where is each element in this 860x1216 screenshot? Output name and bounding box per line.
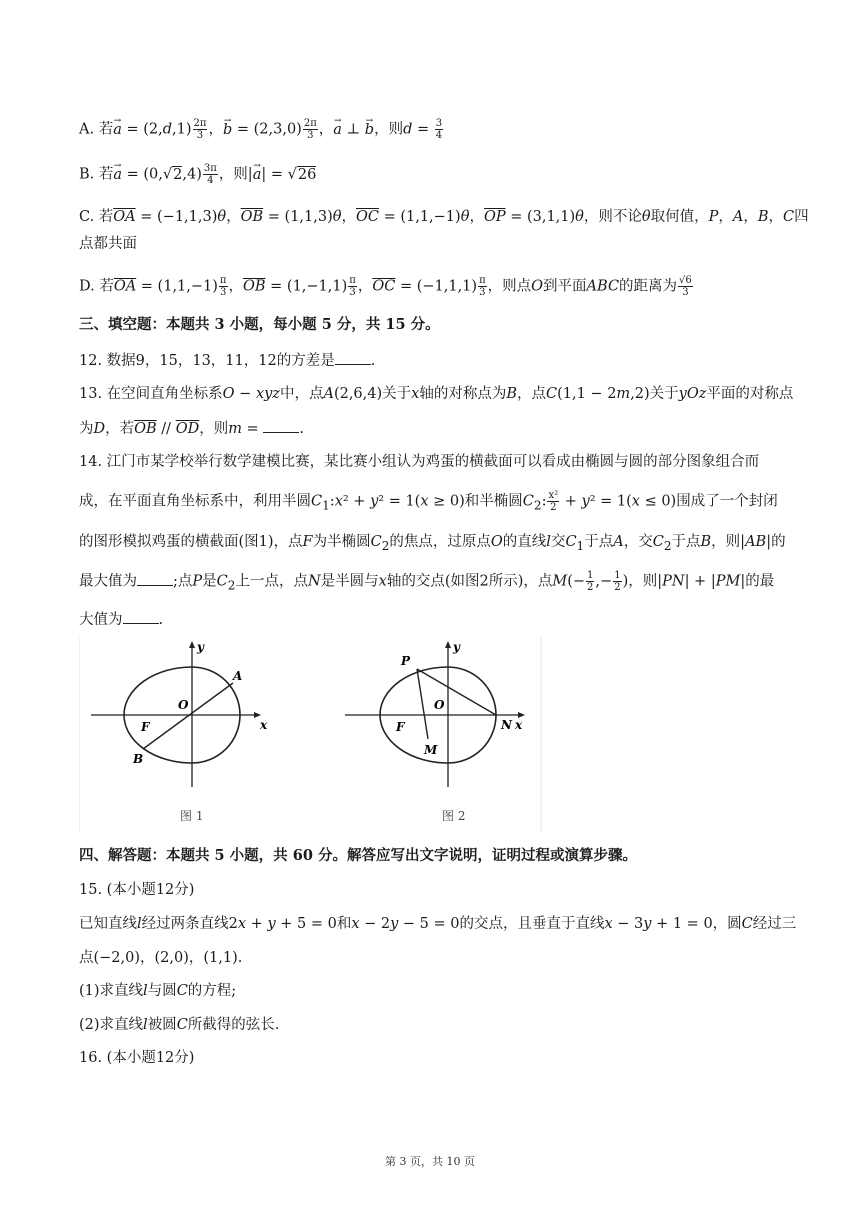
question-14-line5: 大值为 . [79,609,163,630]
fig2-label-o: O [434,698,445,712]
question-14-line1: 14. 江门市某学校举行数学建模比赛，某比赛小组认为鸡蛋的横截面可以看成由椭圆与圆的部分图象组合而 [79,454,760,470]
option-c-line2: 点都共面 [79,236,137,252]
option-a: A. 若→ a = (2,d,1) $\frac{2\pi}{3}$ ，→ b = (2,3,0) $\frac{2\pi}{3}$ ，→ a ⊥ → b，则d = $\frac{3}{4}$ [79,118,444,141]
fig1-caption: 图 1 [180,809,204,823]
question-12: 12. 数据9，15，13，11，12的方差是 . [79,350,375,371]
question-15-line1: 已知直线l经过两条直线2x + y + 5 = 0和x − 2y − 5 = 0的交点，且垂直于直线x − 3y + 1 = 0，圆C经过三 [79,916,797,932]
question-15-line2: 点(−2,0)，(2,0)，(1,1). [79,950,243,966]
fig1-label-f: F [141,720,150,734]
figure-1 [91,640,268,823]
fig2-label-n: N [501,718,512,732]
question-14-line4: 最大值为 ;点P是$C_2$上一点，点N是半圆与x轴的交点(如图2所示)，点M(− $\frac{1}{2}$ ,− $\frac{1}{2}$ )，则|PN| + |PM|的最 [79,570,775,593]
section-4-heading: 四、解答题：本题共 5 小题，共 60 分。解答应写出文字说明，证明过程或演算步骤。 [79,847,637,864]
question-13-line2: 为D，若$\overline{OB} // \overline{OD}$，则m = . [79,418,304,439]
fig2-label-x: x [515,718,523,732]
question-16-title: 16. (本小题12分) [79,1050,195,1066]
question-14-line3: 的图形模拟鸡蛋的横截面(图1)，点F为半椭圆$C_2$的焦点，过原点O的直线l交$C_1$于点A，交$C_2$于点B，则|AB|的 [79,534,786,553]
question-15-title: 15. (本小题12分) [79,882,195,898]
figure-2 [345,640,525,823]
question-14-line2: 成，在平面直角坐标系中，利用半圆$C_1:x^2 + y^2 = 1(x \ge 0)$和半椭圆$C_2$: $\frac{\text{x²}}{2}$ + y² = 1(x ≤ 0)围成了一个封闭 [79,490,778,513]
fig2-y-arrow-icon [445,641,451,648]
fig2-caption: 图 2 [442,809,466,823]
fig2-label-p: P [401,654,411,668]
fig2-label-f: F [396,720,405,734]
fig1-y-arrow-icon [189,641,195,648]
figure-panel [79,637,544,832]
fig1-label-o: O [178,698,189,712]
fig1-label-x: x [260,718,268,732]
question-15-part1: (1)求直线l与圆C的方程; [79,983,237,999]
page-footer: 第 3 页，共 10 页 [385,1155,475,1168]
fig1-label-y: y [197,640,204,654]
option-c-line1: C. 若$\overline{OA} = (-1,1,3)\theta$，$\overline{OB} = (1,1,3)\theta$，$\overline{OC} = (1,1,-1)\theta$，$\overline{OP} = (3,1,1)\theta$，则不论θ取何值，P，A，B，C四 [79,209,809,225]
fig2-label-y: y [453,640,460,654]
section-3-heading: 三、填空题：本题共 3 小题，每小题 5 分，共 15 分。 [79,316,440,333]
fig2-line-pm [417,669,428,739]
fig2-line-pn [417,669,496,715]
fig1-line-ab [143,683,233,749]
fig1-label-a: A [233,669,243,683]
option-d: D. 若$\overline{OA} = (1,1,-1)$ $\frac{\pi}{3}$ ，$\overline{OB} = (1,-1,1)$ $\frac{\pi}{3}$ ，$\overline{OC} = (-1,1,1)$ $\frac{\pi}{3}$ ，则点O到平面ABC的距离为 $\frac{√6}{3}$ [79,275,692,298]
question-15-part2: (2)求直线l被圆C所截得的弦长. [79,1017,280,1033]
fig2-label-m: M [424,743,438,757]
fig1-label-b: B [133,752,144,766]
option-b: B. 若→ a = (0,√2,4) $\frac{3\pi}{4}$ ，则|→ a| = √26 [79,163,316,186]
question-13-line1: 13. 在空间直角坐标系O − xyz中，点A(2,6,4)关于x轴的对称点为B，点C(1,1 − 2m,2)关于yOz平面的对称点 [79,386,794,402]
